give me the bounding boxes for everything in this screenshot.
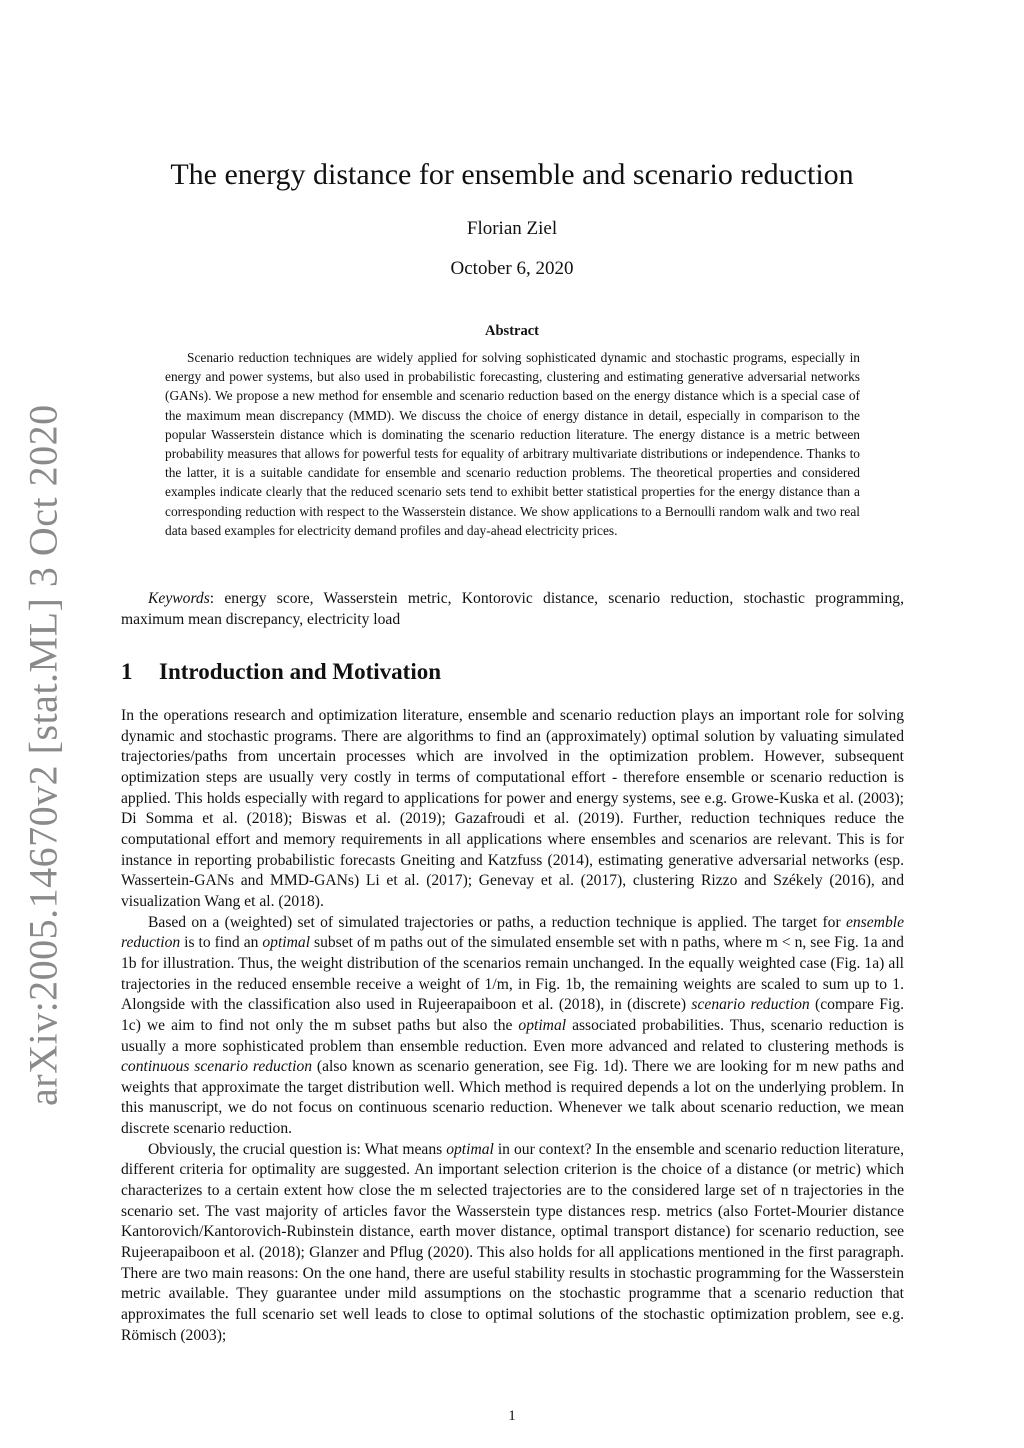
p2-emphasis: scenario reduction	[691, 996, 810, 1014]
p2-emphasis: optimal	[262, 934, 311, 952]
p3-emphasis: optimal	[446, 1140, 494, 1158]
p2-emphasis: continuous scenario reduction	[121, 1058, 313, 1076]
p2-text: (also known as scenario generation, see Fig. 1d). There we are looking for m new paths and weights that approximate the target distribution well. Which method is required depends a lot on the underlying problem. In this manuscript, we do not focus on continuous scenario reduction. Whenever we talk about scenario reduction, we mean discrete scenario reduction.	[121, 1058, 904, 1138]
abstract-heading: Abstract	[485, 323, 539, 339]
p2-emphasis: optimal	[518, 1016, 567, 1034]
p2-text: (compare Fig. 1c) we aim to find not only the m subset paths but also the	[121, 996, 905, 1034]
paper-title: The energy distance for ensemble and scenario reduction	[170, 158, 854, 191]
paragraph-3	[121, 1140, 904, 1347]
publication-date: October 6, 2020	[450, 258, 574, 279]
p2-text: associated probabilities. Thus, scenario reduction is usually a more sophisticated problem than ensemble reduction. Even more advanced and related to clustering methods is	[121, 1016, 904, 1055]
p2-text: Based on a (weighted) set of simulated trajectories or paths, a reduction technique is applied. The target for	[148, 913, 846, 931]
abstract-text: Scenario reduction techniques are widely applied for solving sophisticated dynamic and stochastic programs, especially in energy and power systems, but also used in probabilistic forecasting, clustering and estimating generative adversarial networks (GANs). We propose a new method for ensemble and scenario reduction based on the energy distance which is a special case of the maximum mean discrepancy (MMD). We discuss the choice of energy distance in detail, especially in comparison to the popular Wasserstein distance which is dominating the scenario reduction literature. The energy distance is a metric between probability measures that allows for powerful tests for equality of arbitrary multivariate distributions or independence. Thanks to the latter, it is a suitable candidate for ensemble and scenario reduction problems. The theoretical properties and considered examples indicate clearly that the reduced scenario sets tend to exhibit better statistical properties for the energy distance than a corresponding reduction with respect to the Wasserstein distance. We show applications to a Bernoulli random walk and two real data based examples for electricity demand profiles and day-ahead electricity prices.	[165, 350, 860, 538]
keywords-list: : energy score, Wasserstein metric, Kontorovic distance, scenario reduction, stochastic programming, maximum mean discrepancy, electricity load	[121, 590, 904, 628]
p3-text: Obviously, the crucial question is: What means	[148, 1140, 447, 1158]
arxiv-identifier-stamp: arXiv:2005.14670v2 [stat.ML] 3 Oct 2020	[20, 404, 66, 1106]
keywords-label: Keywords	[148, 590, 210, 607]
p2-text: subset of m paths out of the simulated ensemble set with n paths, where m < n, see Fig. 1a and 1b for illustration. Thus, the weight distribution of the scenarios remain unchanged. In the equally weighted case (Fig. 1a) all trajectories in the reduced ensemble receive a weight of 1/m, in Fig. 1b, the remaining weights are scaled to sum up to 1. Alongside with the classification also used in Rujeerapaiboon et al. (2018), in (discrete)	[121, 934, 904, 1014]
p3-text: in our context? In the ensemble and scenario reduction literature, different criteria for optimality are suggested. An important selection criterion is the choice of a distance (or metric) which characterizes to a certain extent how close the m selected trajectories are to the considered large set of n trajectories in the scenario set. The vast majority of articles favor the Wasserstein type distances resp. metrics (also Fortet-Mourier distance Kantorovich/Kantorovich-Rubinstein distance, earth mover distance, optimal transport distance) for scenario reduction, see Rujeerapaiboon et al. (2018); Glanzer and Pflug (2020). This also holds for all applications mentioned in the first paragraph. There are two main reasons: On the one hand, there are useful stability results in stochastic programming for the Wasserstein metric available. They guarantee under mild assumptions on the stochastic programme that a scenario reduction that approximates the full scenario set well leads to close to optimal solutions of the stochastic optimization problem, see e.g. Römisch (2003);	[121, 1140, 904, 1344]
section-heading	[121, 659, 904, 685]
section-body	[121, 706, 904, 1346]
author-name: Florian Ziel	[466, 218, 558, 239]
p2-emphasis: ensemble reduction	[121, 913, 904, 952]
paragraph-1: In the operations research and optimization literature, ensemble and scenario reduction plays an important role for solving dynamic and stochastic programs. There are algorithms to find an (approximately) optimal solution by valuating simulated trajectories/paths from uncertain processes which are involved in the optimization problem. However, subsequent optimization steps are usually very costly in terms of computational effort - therefore ensemble or scenario reduction is applied. This holds especially with regard to applications for power and energy systems, see e.g. Growe-Kuska et al. (2003); Di Somma et al. (2018); Biswas et al. (2019); Gazafroudi et al. (2019). Further, reduction techniques reduce the computational effort and memory requirements in all applications where ensembles and scenarios are relevant. This is for instance in reporting probabilistic forecasts Gneiting and Katzfuss (2014), estimating generative adversarial networks (esp. Wassertein-GANs and MMD-GANs) Li et al. (2017); Genevay et al. (2017), clustering Rizzo and Székely (2016), and visualization Wang et al. (2018).	[121, 707, 904, 910]
paragraph-2	[121, 913, 904, 1140]
section-number: 1	[121, 659, 133, 684]
section-title: Introduction and Motivation	[159, 659, 442, 684]
page-number: 1	[508, 1408, 516, 1424]
keywords	[121, 589, 904, 630]
p2-text: is to find an	[180, 934, 263, 952]
